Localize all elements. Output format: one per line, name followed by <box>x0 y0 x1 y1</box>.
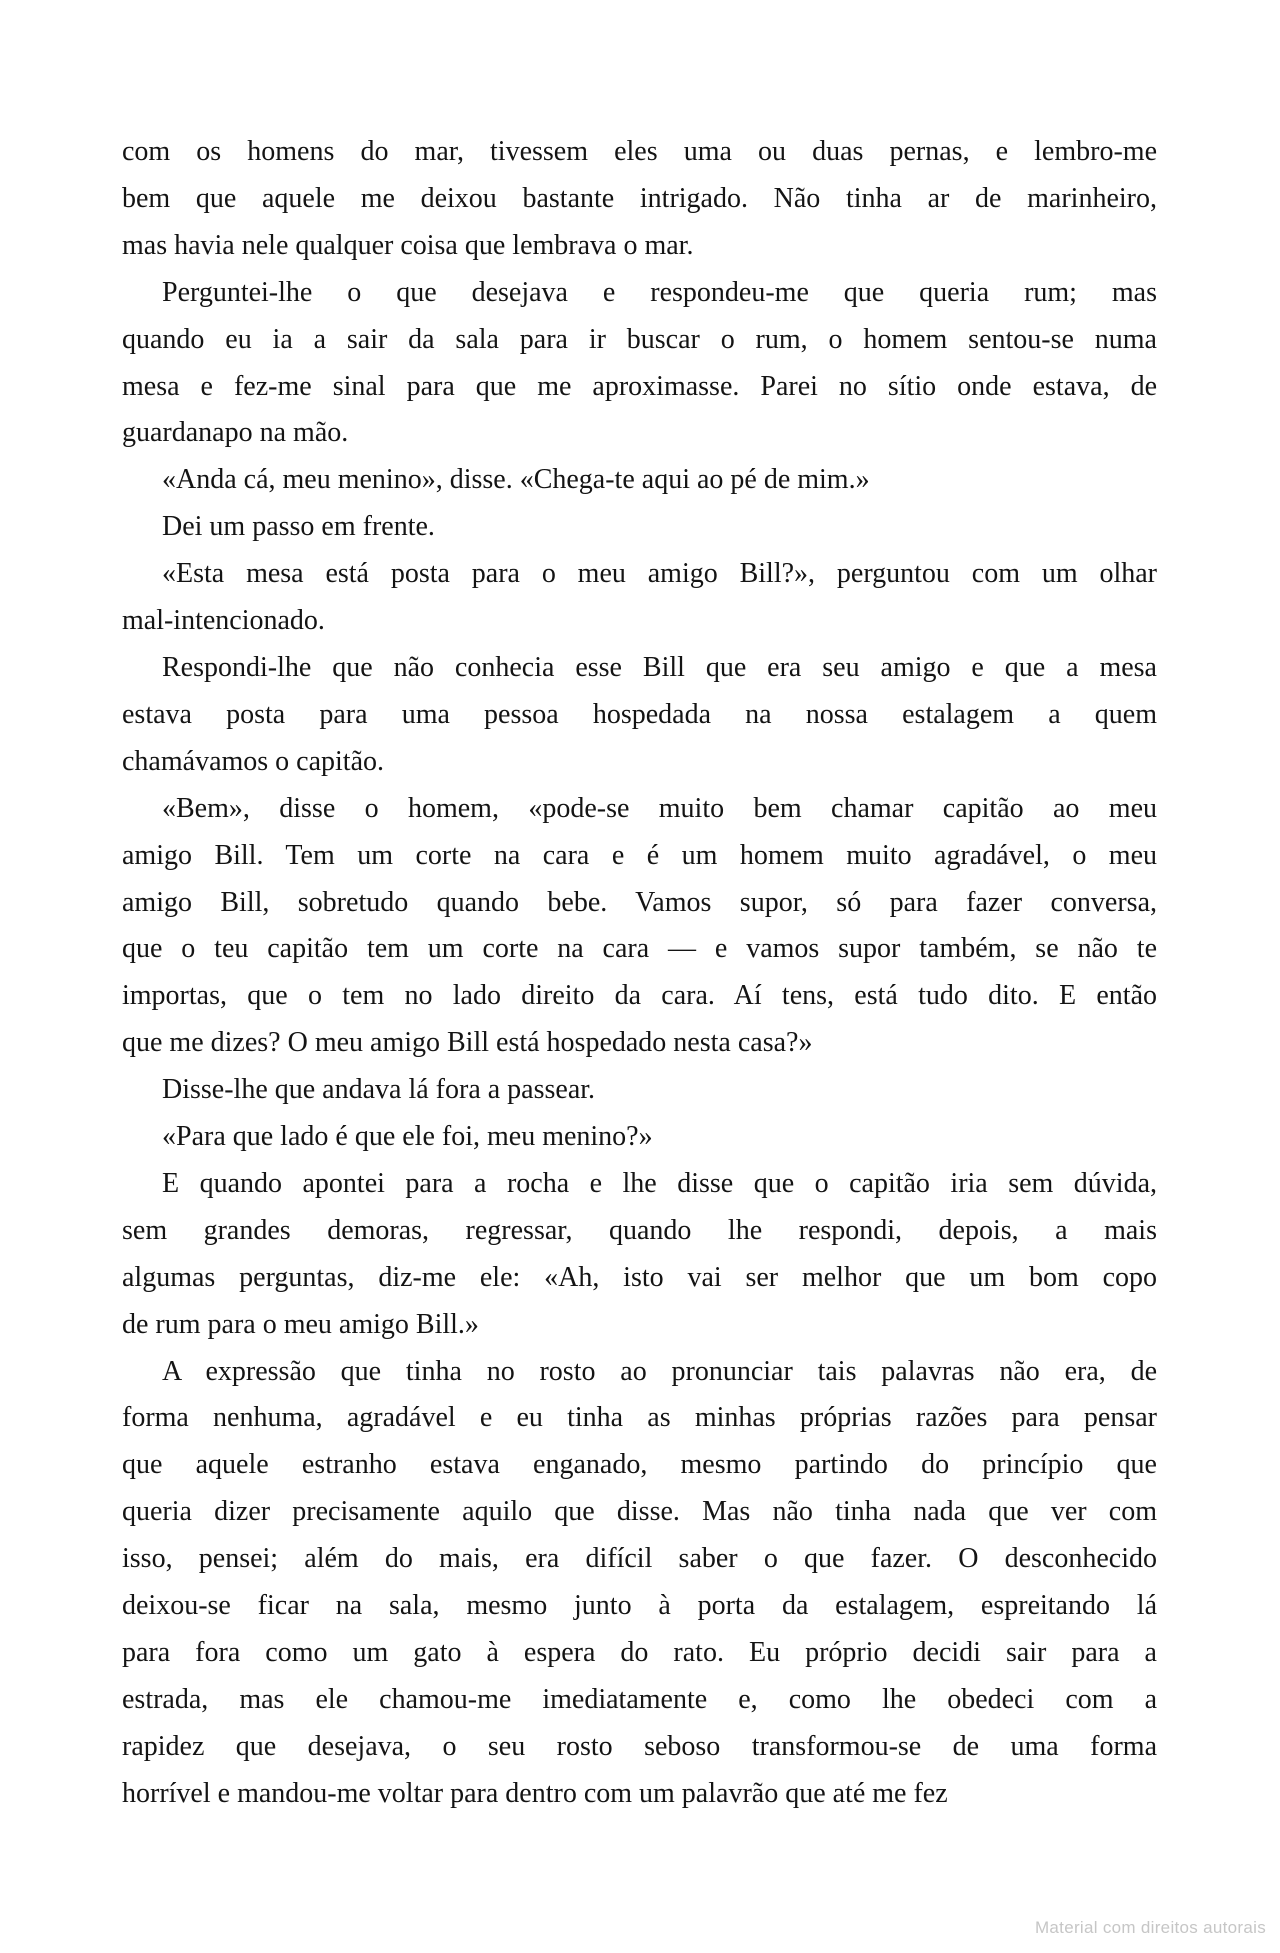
text-line: queria dizer precisamente aquilo que disse. Mas não tinha nada que ver com <box>122 1496 1157 1528</box>
copyright-watermark: Material com direitos autorais <box>1034 1918 1266 1937</box>
paragraph <box>122 1114 1157 1161</box>
text-line: forma nenhuma, agradável e eu tinha as minhas próprias razões para pensar <box>122 1402 1157 1434</box>
paragraph <box>122 645 1157 786</box>
text-line: quando eu ia a sair da sala para ir buscar o rum, o homem sentou-se numa <box>122 323 1157 355</box>
text-line: que o teu capitão tem um corte na cara — e vamos supor também, se não te <box>122 933 1157 965</box>
paragraph <box>122 1349 1157 1818</box>
text-line: Respondi-lhe que não conhecia esse Bill que era seu amigo e que a mesa <box>162 651 1157 683</box>
paragraph <box>122 1067 1157 1114</box>
page-text <box>122 129 1157 1818</box>
text-line: algumas perguntas, diz-me ele: «Ah, isto vai ser melhor que um bom copo <box>122 1261 1157 1293</box>
text-line: A expressão que tinha no rosto ao pronunciar tais palavras não era, de <box>162 1355 1157 1387</box>
text-line: mas havia nele qualquer coisa que lembrava o mar. <box>122 229 694 261</box>
text-line: «Anda cá, meu menino», disse. «Chega-te aqui ao pé de mim.» <box>162 464 870 496</box>
text-line: estrada, mas ele chamou-me imediatamente e, como lhe obedeci com a <box>122 1683 1157 1715</box>
paragraph <box>122 1161 1157 1349</box>
text-line: deixou-se ficar na sala, mesmo junto à porta da estalagem, espreitando lá <box>122 1590 1157 1622</box>
paragraph <box>122 551 1157 645</box>
text-line: guardanapo na mão. <box>122 417 349 449</box>
paragraph <box>122 270 1157 458</box>
text-line: «Para que lado é que ele foi, meu menino?» <box>162 1121 653 1153</box>
text-line: amigo Bill, sobretudo quando bebe. Vamos supor, só para fazer conversa, <box>122 886 1157 918</box>
text-line: E quando apontei para a rocha e lhe disse que o capitão iria sem dúvida, <box>162 1167 1157 1199</box>
text-line: sem grandes demoras, regressar, quando lhe respondi, depois, a mais <box>122 1214 1157 1246</box>
text-line: Disse-lhe que andava lá fora a passear. <box>162 1074 596 1106</box>
text-line: Perguntei-lhe o que desejava e respondeu-me que queria rum; mas <box>162 276 1157 308</box>
text-line: isso, pensei; além do mais, era difícil saber o que fazer. O desconhecido <box>122 1543 1157 1575</box>
paragraph <box>122 504 1157 551</box>
text-line: mal-intencionado. <box>122 605 325 637</box>
text-line: que me dizes? O meu amigo Bill está hospedado nesta casa?» <box>122 1027 813 1059</box>
text-line: importas, que o tem no lado direito da cara. Aí tens, está tudo dito. E então <box>122 980 1157 1012</box>
text-line: para fora como um gato à espera do rato. Eu próprio decidi sair para a <box>122 1637 1157 1668</box>
text-line: rapidez que desejava, o seu rosto seboso transformou-se de uma forma <box>122 1730 1157 1762</box>
text-line: chamávamos o capitão. <box>122 745 385 777</box>
text-line: bem que aquele me deixou bastante intrigado. Não tinha ar de marinheiro, <box>122 182 1157 214</box>
text-line: horrível e mandou-me voltar para dentro com um palavrão que até me fez <box>122 1777 948 1809</box>
paragraph <box>122 786 1157 1067</box>
text-line: «Bem», disse o homem, «pode-se muito bem chamar capitão ao meu <box>162 792 1157 824</box>
text-line: estava posta para uma pessoa hospedada na nossa estalagem a quem <box>122 698 1157 730</box>
paragraph <box>122 129 1157 270</box>
text-line: Dei um passo em frente. <box>162 511 435 543</box>
text-line: mesa e fez-me sinal para que me aproximasse. Parei no sítio onde estava, de <box>122 370 1157 402</box>
text-line: de rum para o meu amigo Bill.» <box>122 1308 479 1340</box>
text-line: com os homens do mar, tivessem eles uma ou duas pernas, e lembro-me <box>122 136 1157 167</box>
text-line: amigo Bill. Tem um corte na cara e é um homem muito agradável, o meu <box>122 839 1157 871</box>
text-line: «Esta mesa está posta para o meu amigo Bill?», perguntou com um olhar <box>162 558 1157 590</box>
paragraph <box>122 457 1157 504</box>
text-line: que aquele estranho estava enganado, mesmo partindo do princípio que <box>122 1449 1157 1481</box>
